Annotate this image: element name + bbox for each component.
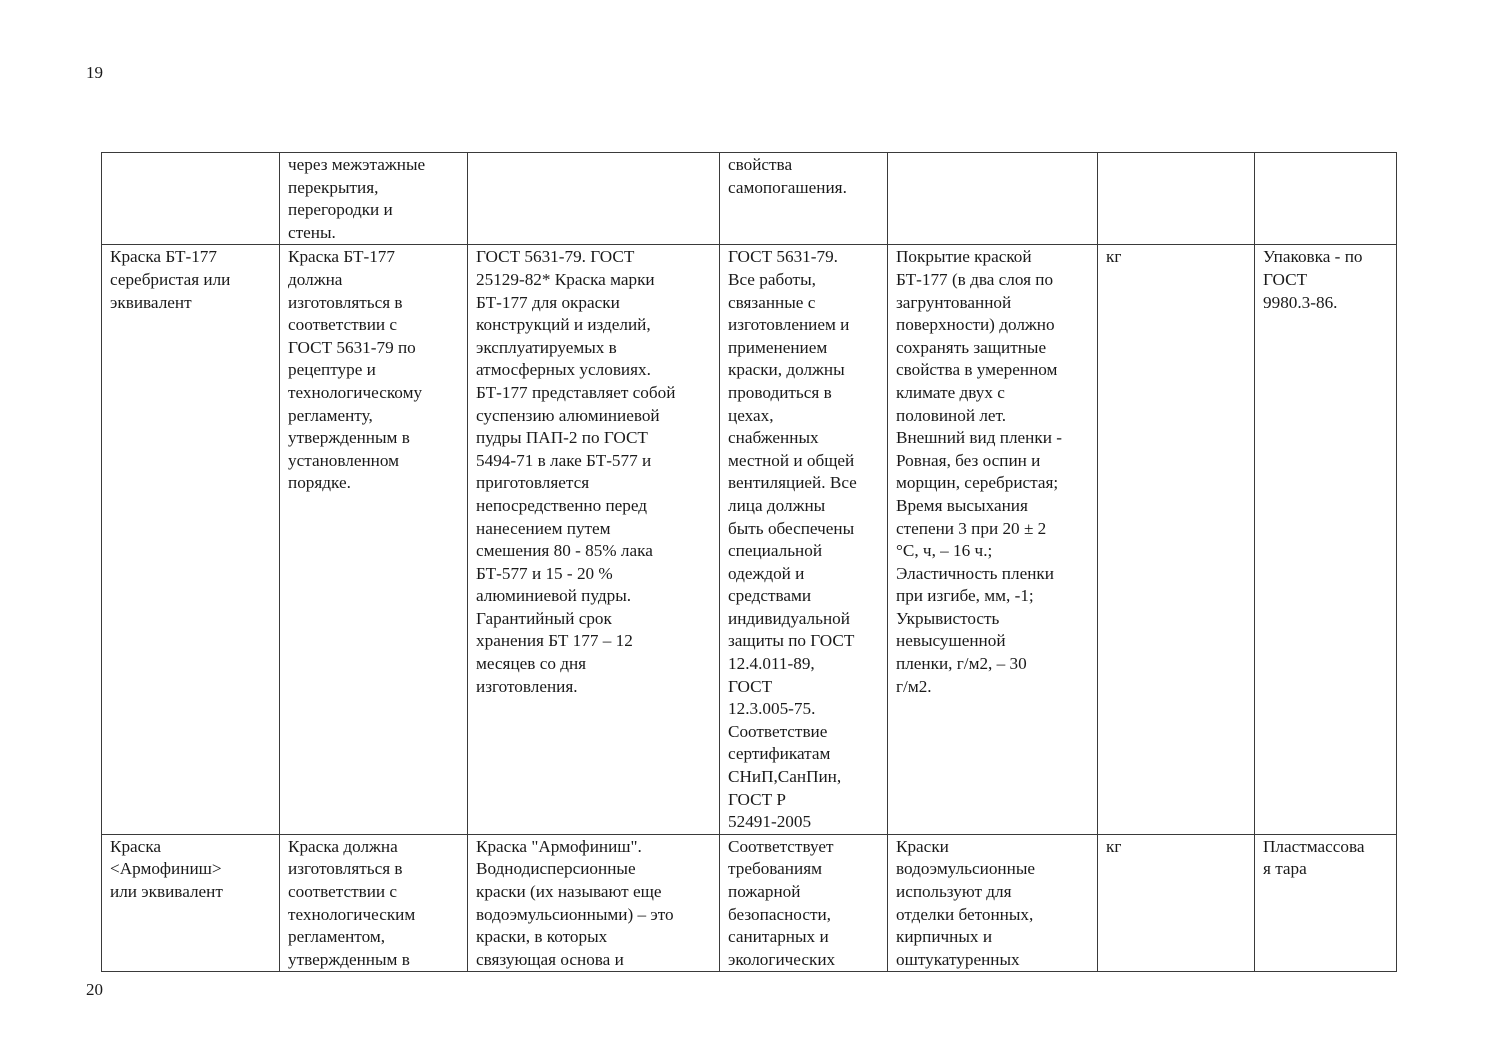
cell-properties: Покрытие краской БТ-177 (в два слоя по загрунтованной поверхности) должно сохранять защитные свойства в умеренном климате двух с половиной лет. Внешний вид пленки - Ровная, без оспин и морщин, серебристая; Время высыхания степени 3 при 20 ± 2 °С, ч, – 16 ч.; Эластичность пленки при изгибе, мм, -1; Укрывистость невысушенной пленки, г/м2, – 30 г/м2. bbox=[888, 245, 1098, 834]
cell-packaging: Пластмассова я тара bbox=[1255, 834, 1397, 972]
cell-unit: кг bbox=[1098, 245, 1255, 834]
page-number-top: 19 bbox=[86, 63, 103, 82]
table-row bbox=[102, 834, 1397, 972]
cell-product-name: Краска БТ-177 серебристая или эквивалент bbox=[102, 245, 280, 834]
cell-safety: ГОСТ 5631-79. Все работы, связанные с изготовлением и применением краски, должны проводиться в цехах, снабженных местной и общей вентиляцией. Все лица должны быть обеспечены специальной одеждой и средствами индивидуальной защиты по ГОСТ 12.4.011-89, ГОСТ 12.3.005-75. Соответствие сертификатам СНиП,СанПин, ГОСТ Р 52491-2005 bbox=[720, 245, 888, 834]
page-number-bottom: 20 bbox=[86, 980, 103, 999]
cell-product-name bbox=[102, 153, 280, 245]
cell-safety: свойства самопогашения. bbox=[720, 153, 888, 245]
cell-manufacturing: Краска должна изготовляться в соответствии с технологическим регламентом, утвержденным в bbox=[280, 834, 468, 972]
cell-description bbox=[468, 153, 720, 245]
cell-safety: Соответствует требованиям пожарной безопасности, санитарных и экологических bbox=[720, 834, 888, 972]
cell-packaging: Упаковка - по ГОСТ 9980.3-86. bbox=[1255, 245, 1397, 834]
cell-packaging bbox=[1255, 153, 1397, 245]
cell-manufacturing: Краска БТ-177 должна изготовляться в соответствии с ГОСТ 5631-79 по рецептуре и технологическому регламенту, утвержденным в установленном порядке. bbox=[280, 245, 468, 834]
cell-product-name: Краска <Армофиниш> или эквивалент bbox=[102, 834, 280, 972]
cell-properties bbox=[888, 153, 1098, 245]
specification-table bbox=[101, 152, 1397, 972]
cell-description: ГОСТ 5631-79. ГОСТ 25129-82* Краска марки БТ-177 для окраски конструкций и изделий, эксплуатируемых в атмосферных условиях. БТ-177 представляет собой суспензию алюминиевой пудры ПАП-2 по ГОСТ 5494-71 в лаке БТ-577 и приготовляется непосредственно перед нанесением путем смешения 80 - 85% лака БТ-577 и 15 - 20 % алюминиевой пудры. Гарантийный срок хранения БТ 177 – 12 месяцев со дня изготовления. bbox=[468, 245, 720, 834]
table-row bbox=[102, 153, 1397, 245]
cell-properties: Краски водоэмульсионные используют для отделки бетонных, кирпичных и оштукатуренных bbox=[888, 834, 1098, 972]
table-row bbox=[102, 245, 1397, 834]
cell-unit bbox=[1098, 153, 1255, 245]
cell-description: Краска "Армофиниш". Воднодисперсионные краски (их называют еще водоэмульсионными) – это краски, в которых связующая основа и bbox=[468, 834, 720, 972]
cell-unit: кг bbox=[1098, 834, 1255, 972]
cell-manufacturing: через межэтажные перекрытия, перегородки и стены. bbox=[280, 153, 468, 245]
